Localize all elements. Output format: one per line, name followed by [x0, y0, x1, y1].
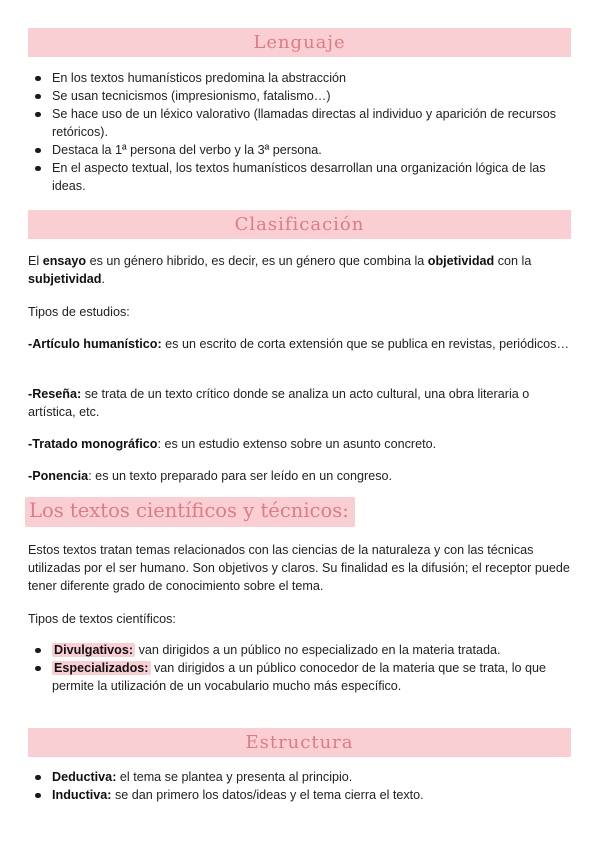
ensayo-paragraph: [28, 252, 573, 288]
tipos-estudios-label: Tipos de estudios:: [28, 305, 130, 319]
text-run: con la: [494, 254, 532, 268]
lenguaje-list: [28, 69, 573, 195]
bold-term: -Tratado monográfico: [28, 437, 158, 451]
list-item: En el aspecto textual, los textos humanísticos desarrollan una organización lógica de las ideas.: [28, 159, 573, 195]
bold-term: -Ponencia: [28, 469, 89, 483]
section-heading-clasificacion: Clasificación: [28, 210, 571, 239]
text-run: : es un texto preparado para ser leído en un congreso.: [88, 469, 393, 483]
list-item: Se usan tecnicismos (impresionismo, fatalismo…): [28, 87, 573, 105]
bold-term: Inductiva:: [52, 788, 112, 802]
text-run: El: [28, 254, 43, 268]
text-run: se dan primero los datos/ideas y el tema cierra el texto.: [111, 788, 424, 802]
text-run: el tema se plantea y presenta al principio.: [116, 770, 353, 784]
tipos-cientificos-label: Tipos de textos científicos:: [28, 612, 176, 626]
text-run: van dirigidos a un público conocedor de la materia que se trata, lo que permite la utilización de un vocabulario mucho más específico.: [52, 661, 547, 693]
cientificos-list: [28, 641, 573, 695]
bold-term: objetividad: [427, 254, 495, 268]
bold-term: Deductiva:: [52, 770, 117, 784]
text-run: se trata de un texto crítico donde se analiza un acto cultural, una obra literaria o artística, etc.: [28, 387, 530, 419]
definition-resena: [28, 385, 573, 421]
bold-term: -Artículo humanístico:: [28, 337, 162, 351]
section-heading-cientificos: Los textos científicos y técnicos:: [25, 497, 355, 527]
definition-tratado: [28, 435, 573, 453]
text-run: : es un estudio extenso sobre un asunto concreto.: [157, 437, 437, 451]
highlighted-term: Especializados:: [54, 661, 149, 675]
list-item: [28, 659, 573, 695]
definition-articulo: [28, 335, 573, 353]
text-run: es un escrito de corta extensión que se publica en revistas, periódicos…: [161, 337, 570, 351]
list-item: Se hace uso de un léxico valorativo (llamadas directas al individuo y aparición de recursos retóricos).: [28, 105, 573, 141]
list-item: [28, 641, 573, 659]
bold-term: ensayo: [42, 254, 87, 268]
section-heading-lenguaje: Lenguaje: [28, 28, 571, 57]
text-run: .: [101, 272, 105, 286]
list-item: [28, 768, 573, 786]
definition-ponencia: [28, 467, 573, 485]
bold-term: -Reseña:: [28, 387, 82, 401]
bold-term: subjetividad: [28, 272, 102, 286]
cientificos-intro: Estos textos tratan temas relacionados con las ciencias de la naturaleza y con las técnicas utilizadas por el ser humano. Son objetivos y claros. Su finalidad es la difusión; el receptor puede tener diferente grado de conocimiento sobre el tema.: [28, 543, 570, 593]
list-item: En los textos humanísticos predomina la abstracción: [28, 69, 573, 87]
text-run: van dirigidos a un público no especializado en la materia tratada.: [135, 643, 501, 657]
text-run: es un género hibrido, es decir, es un género que combina la: [86, 254, 428, 268]
list-item: [28, 786, 573, 804]
highlighted-term: Divulgativos:: [54, 643, 134, 657]
list-item: Destaca la 1ª persona del verbo y la 3ª persona.: [28, 141, 573, 159]
section-heading-estructura: Estructura: [28, 728, 571, 757]
estructura-list: [28, 768, 573, 804]
